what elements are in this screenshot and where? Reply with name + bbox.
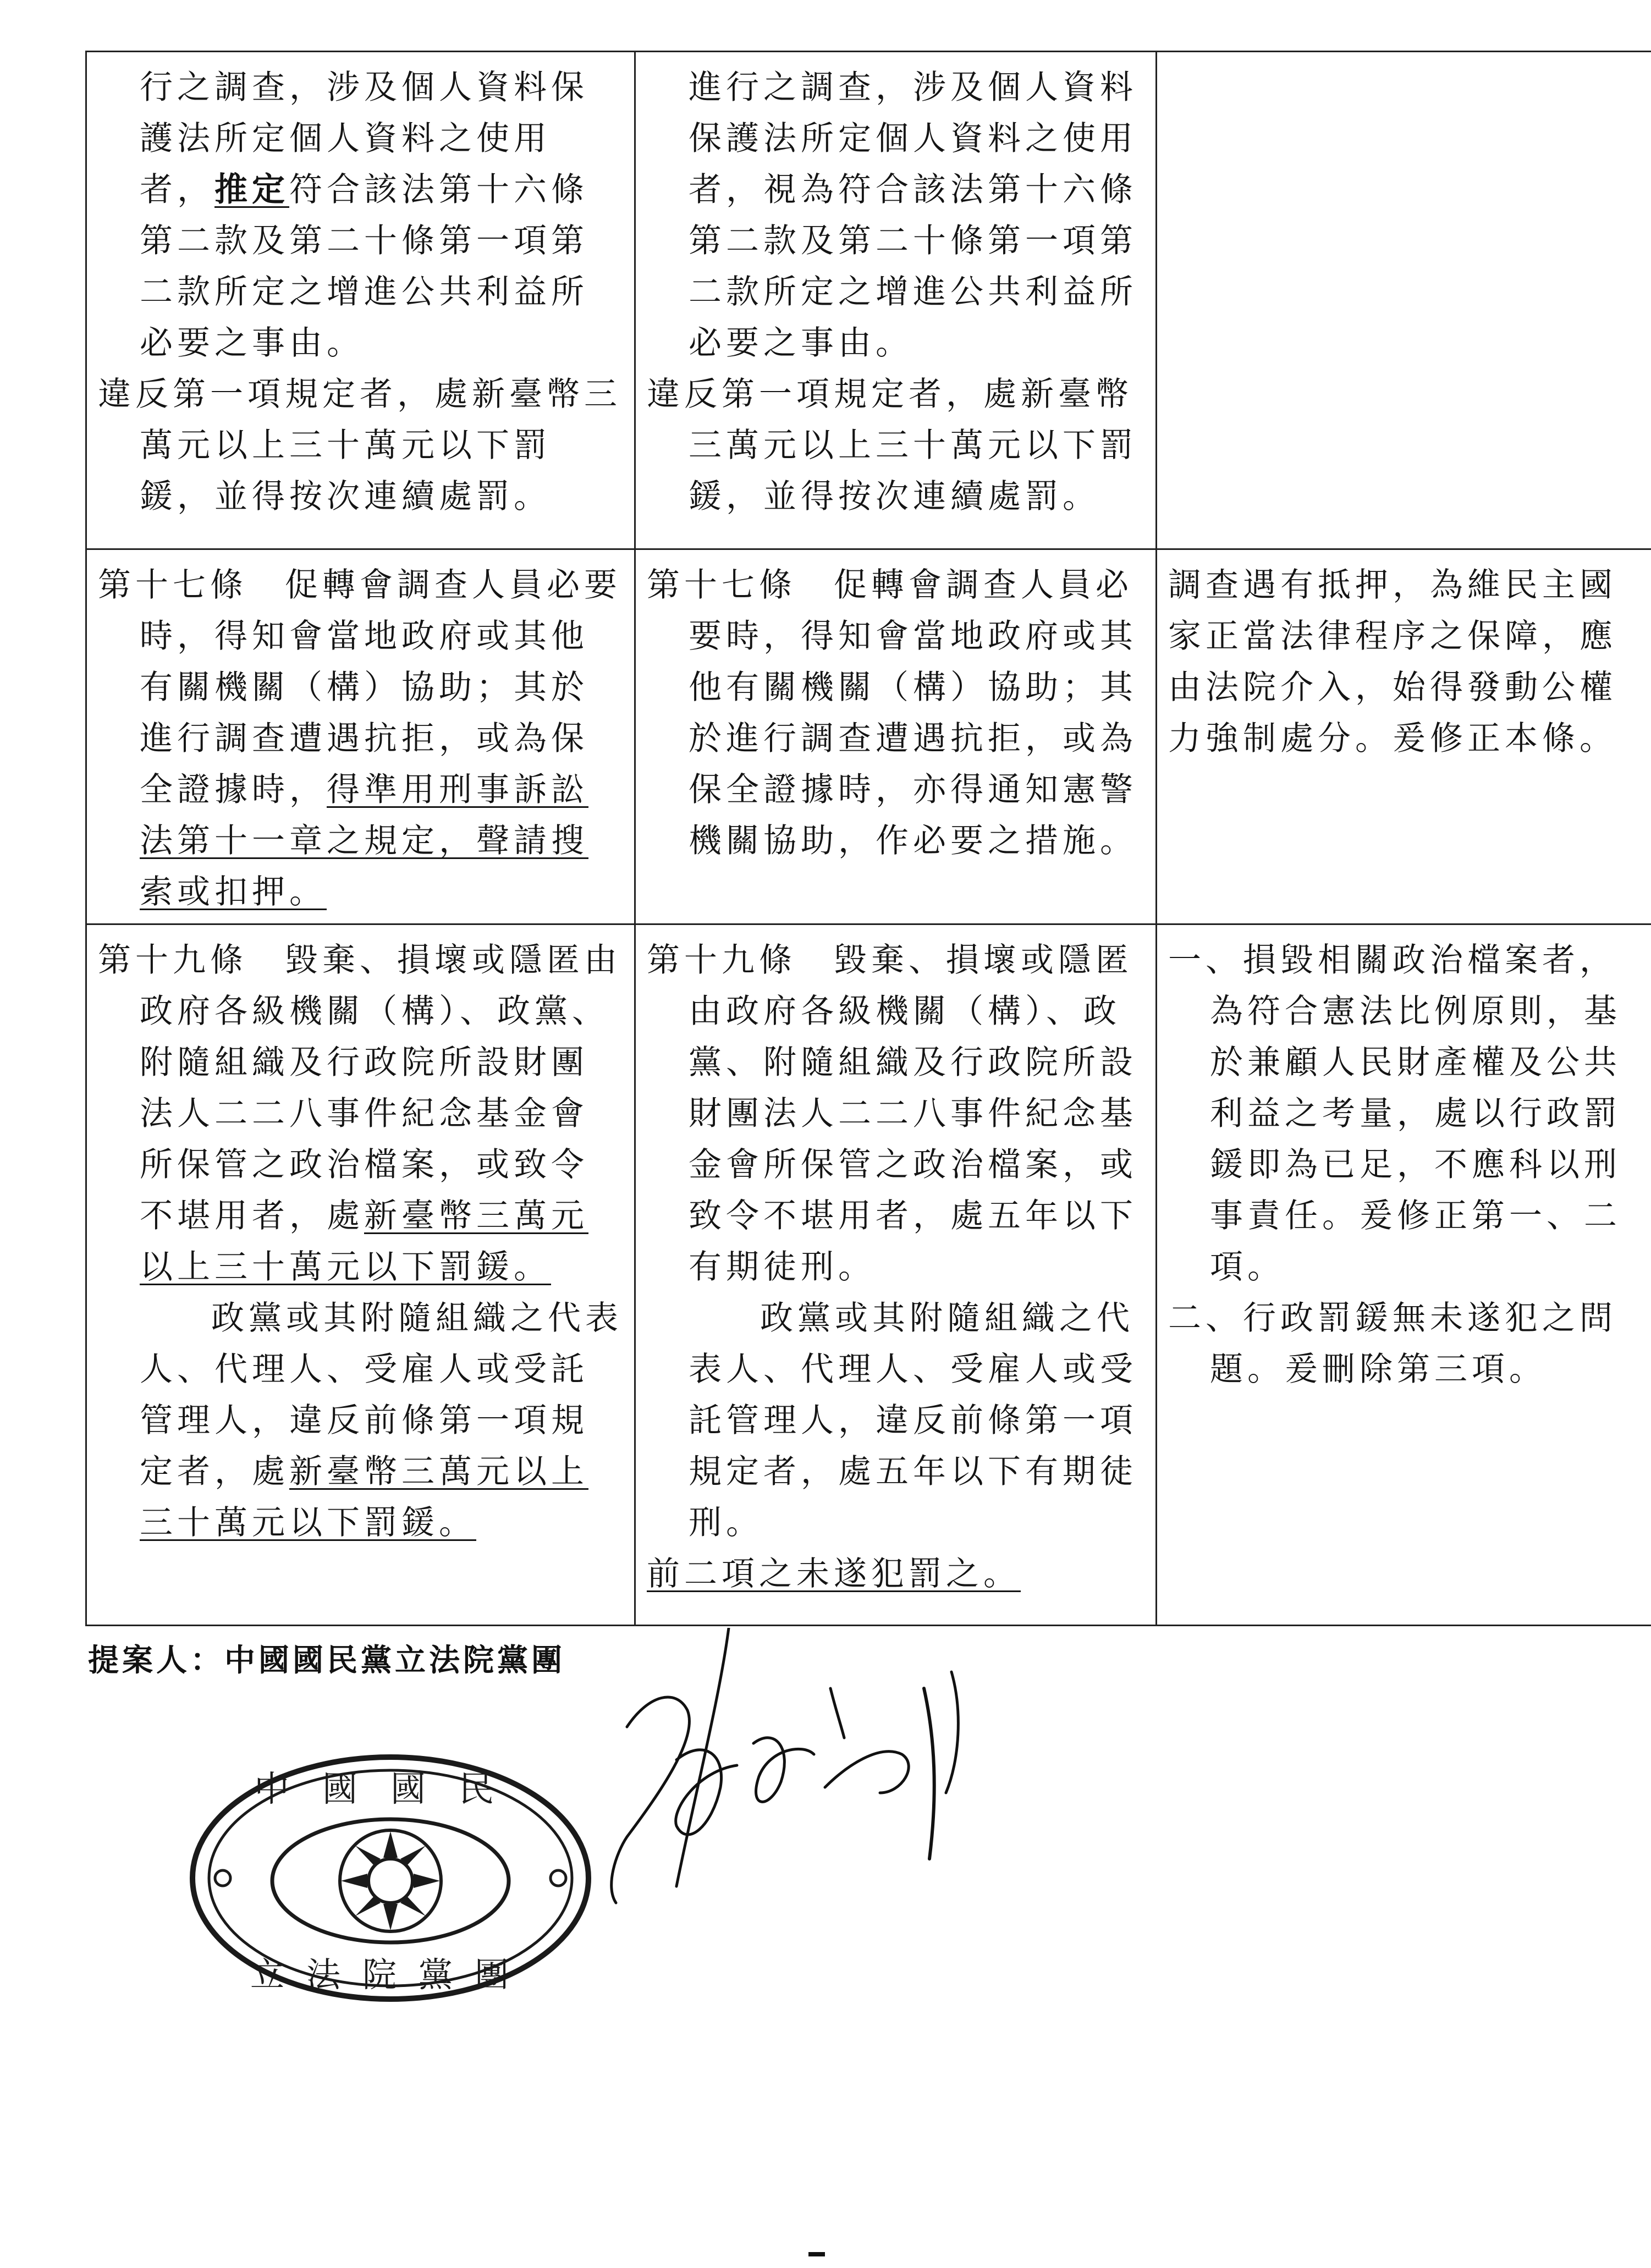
- original-text-cell: [635, 924, 1157, 1626]
- text-run: 調查遇有抵押，為維民主國家正當法律程序之保障，應由法院介入，始得發動公權力強制處分。爰修正本條。: [1168, 566, 1617, 758]
- text-run: 第十七條 促轉會調查人員必要時，得知會當地政府或其他有關機關（構）協助；其於進行調查遭遇抗拒，或為保全證據時，亦得通知憲警機關協助，作必要之措施。: [647, 566, 1137, 860]
- text-run: 二、行政罰鍰無未遂犯之問題。爰刪除第三項。: [1168, 1299, 1617, 1389]
- paragraph: [98, 1293, 623, 1549]
- underlined-text-run: 推定: [214, 170, 289, 209]
- seal-top-text: 中國國民: [254, 1769, 527, 1810]
- text-run: 一、損毀相關政治檔案者，為符合憲法比例原則，基於兼顧人民財產權及公共利益之考量，處以行政罰鍰即為已足，不應科以刑事責任。爰修正第一、二項。: [1168, 941, 1621, 1286]
- paragraph: [647, 935, 1144, 1293]
- table-row: [86, 924, 1651, 1626]
- text-run: 行之調查，涉及個人資料保護法所定個人資料之使用者，: [140, 68, 588, 209]
- table-row: [86, 52, 1651, 549]
- paragraph: [98, 935, 623, 1293]
- handwritten-signature: [594, 1628, 990, 1914]
- amended-text-cell: [86, 549, 635, 924]
- seal-bottom-text: 立法院黨團: [250, 1955, 531, 1995]
- paragraph: [647, 62, 1144, 369]
- table-row: [86, 549, 1651, 924]
- explanation-cell: [1157, 52, 1651, 549]
- party-emblem-icon: [340, 1830, 441, 1931]
- underlined-text-run: 新臺幣三萬元以上三十萬元以下罰鍰。: [140, 1197, 588, 1286]
- comparison-table: [85, 51, 1651, 1626]
- paragraph: [647, 369, 1144, 522]
- underlined-text-run: 前二項之未遂犯罰之。: [647, 1555, 1021, 1593]
- text-run: 第十七條 促轉會調查人員必要時，得知會當地政府或其他有關機關（構）協助；其於進行調查遭遇抗拒，或為保全證據時，: [98, 566, 621, 809]
- paragraph: [647, 560, 1144, 867]
- party-caucus-seal: [184, 1749, 597, 2007]
- explanation-cell: [1157, 549, 1651, 924]
- paragraph: [647, 1293, 1144, 1549]
- underlined-text-run: 新臺幣三萬元以上三十萬元以下罰鍰。: [140, 1452, 588, 1542]
- text-run: 違反第一項規定者，處新臺幣三萬元以上三十萬元以下罰鍰，並得按次連續處罰。: [647, 375, 1137, 516]
- original-text-cell: [635, 549, 1157, 924]
- explanation-cell: [1157, 924, 1651, 1626]
- text-run: 政黨或其附隨組織之代表人、代理人、受雇人或受託管理人，違反前條第一項規定者，處五年以下有期徒刑。: [689, 1299, 1137, 1542]
- paragraph: [1168, 560, 1646, 764]
- text-run: 進行之調查，涉及個人資料保護法所定個人資料之使用者，視為符合該法第十六條第二款及第二十條第一項第二款所定之增進公共利益所必要之事由。: [689, 68, 1137, 362]
- proposer-line: 提案人：中國國民黨立法院黨團: [88, 1643, 565, 1678]
- amended-text-cell: [86, 52, 635, 549]
- paragraph: [98, 560, 623, 918]
- text-run: 違反第一項規定者，處新臺幣三萬元以上三十萬元以下罰鍰，並得按次連續處罰。: [98, 375, 621, 516]
- page-number-mark: [808, 2252, 825, 2256]
- original-text-cell: [635, 52, 1157, 549]
- paragraph: [1168, 1293, 1646, 1395]
- underlined-text-run: 得準用刑事訴訟法第十一章之規定，聲請搜索或扣押。: [140, 770, 588, 911]
- text-run: 第十九條 毀棄、損壞或隱匿由政府各級機關（構）、政黨、附隨組織及行政院所設財團法人二二八事件紀念基金會所保管之政治檔案，或致令不堪用者，處五年以下有期徒刑。: [647, 941, 1137, 1286]
- amended-text-cell: [86, 924, 635, 1626]
- paragraph: [647, 1549, 1144, 1600]
- text-run: 第十九條 毀棄、損壞或隱匿由政府各級機關（構）、政黨、附隨組織及行政院所設財團法人二二八事件紀念基金會所保管之政治檔案，或致令不堪用者，處: [98, 941, 621, 1235]
- paragraph: [98, 62, 623, 369]
- text-run: 政黨或其附隨組織之代表人、代理人、受雇人或受託管理人，違反前條第一項規定者，處: [140, 1299, 623, 1491]
- paragraph: [1168, 935, 1646, 1293]
- text-run: 符合該法第十六條第二款及第二十條第一項第二款所定之增進公共利益所必要之事由。: [140, 170, 588, 362]
- paragraph: [98, 369, 623, 522]
